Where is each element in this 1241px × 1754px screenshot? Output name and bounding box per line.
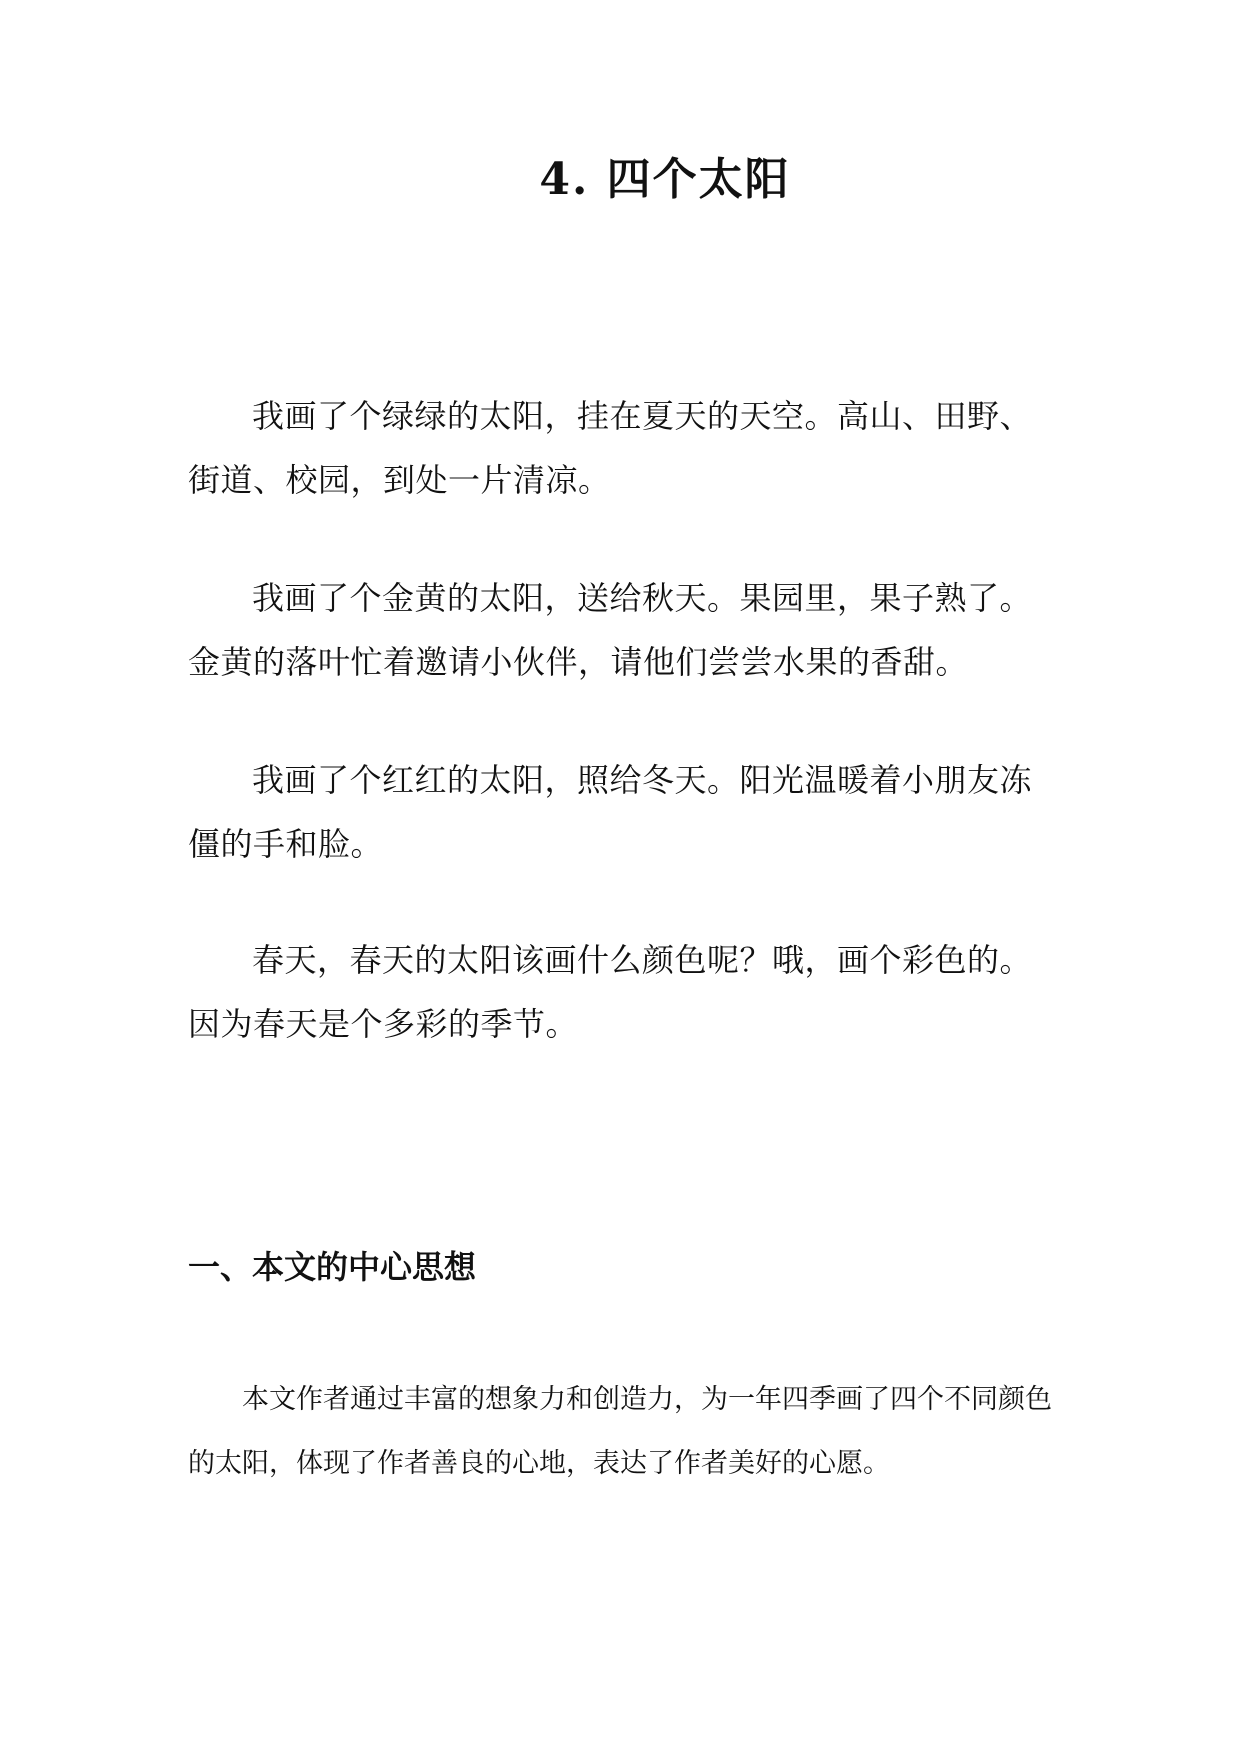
- paragraph-winter-sun: 我画了个红红的太阳，照给冬天。阳光温暖着小朋友冻僵的手和脸。: [188, 761, 1033, 863]
- page-title: 4. 四个太阳: [539, 154, 791, 205]
- paragraph-autumn-sun: 我画了个金黄的太阳，送给秋天。果园里，果子熟了。金黄的落叶忙着邀请小伙伴，请他们尝尝水果的香甜。: [188, 579, 1033, 681]
- central-idea-summary: 本文作者通过丰富的想象力和创造力，为一年四季画了四个不同颜色的太阳，体现了作者善良的心地，表达了作者美好的心愿。: [188, 1384, 1052, 1479]
- paragraph-spring-sun: 春天，春天的太阳该画什么颜色呢？哦，画个彩色的。因为春天是个多彩的季节。: [188, 941, 1033, 1043]
- section-heading-central-idea: 一、本文的中心思想: [188, 1248, 477, 1286]
- paragraph-summer-sun: 我画了个绿绿的太阳，挂在夏天的天空。高山、田野、街道、校园，到处一片清凉。: [188, 397, 1033, 499]
